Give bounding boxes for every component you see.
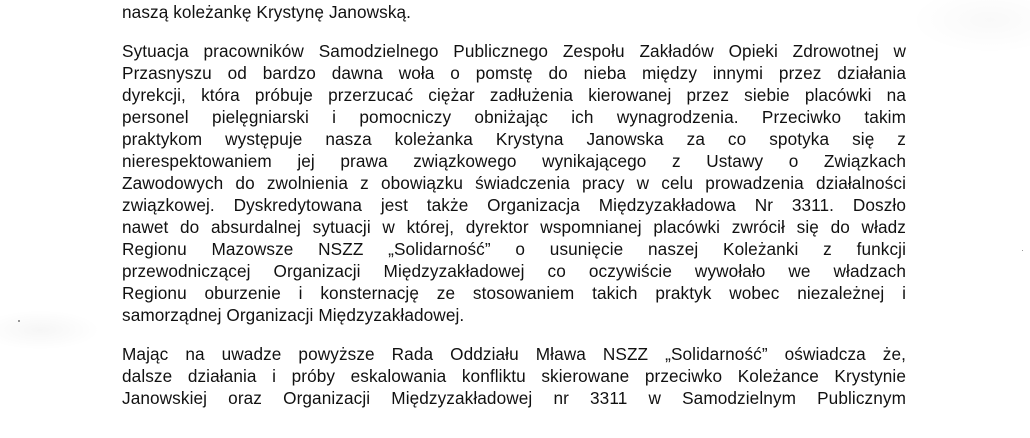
scan-speck	[18, 320, 20, 322]
paragraph-2-line-8: związkowej. Dyskredytowana jest także Organizacja Międzyzakładowa Nr 3311. Doszło	[122, 195, 906, 215]
paragraph-2-line-5: praktykom występuje nasza koleżanka Krystyna Janowska za co spotyka się z	[122, 129, 906, 149]
scan-speck	[1022, 250, 1023, 251]
paragraph-2-line-3: dyrekcji, która próbuje przerzucać ciężar zadłużenia kierowanej przez siebie placówki na	[122, 85, 906, 105]
paragraph-2-line-7: Zawodowych do zwolnienia z obowiązku świadczenia pracy w celu prowadzenia działalności	[122, 173, 906, 193]
paragraph-3-line-3: Janowskiej oraz Organizacji Międzyzakładowej nr 3311 w Samodzielnym Publicznym	[122, 388, 906, 408]
paragraph-2-line-12: Regionu oburzenie i konsternację ze stosowaniem takich praktyk wobec niezależnej i	[122, 283, 906, 303]
paragraph-2-line-13: samorządnej Organizacji Międzyzakładowej.	[122, 305, 465, 325]
paragraph-2-line-4: personel pielęgniarski i pomocniczy obniżając ich wynagrodzenia. Przeciwko takim	[122, 107, 906, 127]
paragraph-2-line-2: Przasnyszu od bardzo dawna woła o pomstę do nieba między innymi przez działania	[122, 63, 906, 83]
paragraph-3-line-1: Mając na uwadze powyższe Rada Oddziału Mława NSZZ „Solidarność” oświadcza że,	[122, 344, 906, 364]
paragraph-3-line-2: dalsze działania i próby eskalowania konfliktu skierowane przeciwko Koleżance Krystynie	[122, 366, 906, 386]
paragraph-2-line-10: Regionu Mazowsze NSZZ „Solidarność” o usunięcie naszej Koleżanki z funkcji	[122, 239, 906, 259]
paragraph-1-line-1: naszą koleżankę Krystynę Janowską.	[122, 2, 412, 22]
paragraph-2-line-11: przewodniczącej Organizacji Międzyzakładowej co oczywiście wywołało we władzach	[122, 261, 906, 281]
paragraph-2-line-6: nierespektowaniem jej prawa związkowego wynikającego z Ustawy o Związkach	[122, 151, 906, 171]
paragraph-2-line-9: nawet do absurdalnej sytuacji w której, dyrektor wspomnianej placówki zwrócił się do władz	[122, 217, 906, 237]
paragraph-2-line-1: Sytuacja pracowników Samodzielnego Publicznego Zespołu Zakładów Opieki Zdrowotnej w	[122, 41, 906, 61]
